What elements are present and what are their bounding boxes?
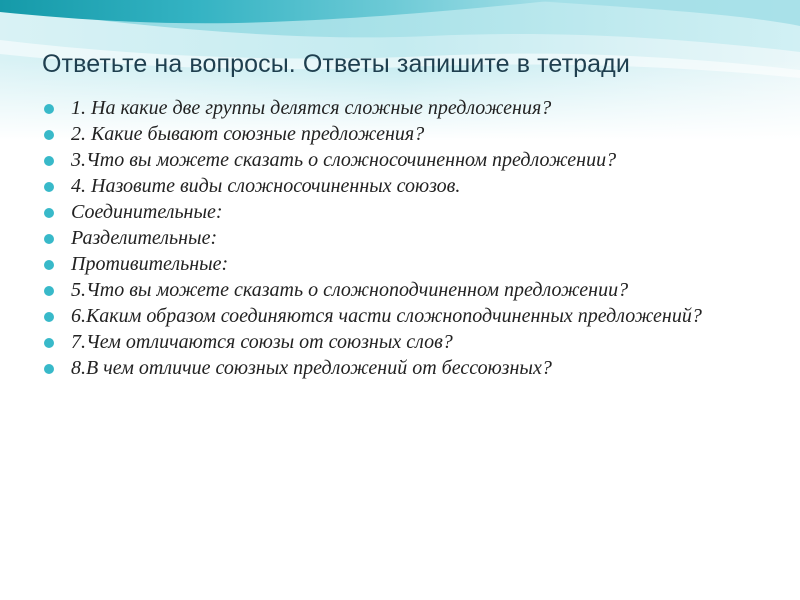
list-item-text: Противительные: — [71, 253, 229, 275]
list-item — [42, 98, 782, 120]
bullet-icon — [44, 312, 54, 322]
list-item-text: 8.В чем отличие союзных предложений от бессоюзных? — [71, 357, 552, 379]
list-item — [42, 280, 782, 302]
bullet-icon — [44, 364, 54, 374]
list-item-text: 4. Назовите виды сложносочиненных союзов. — [71, 175, 461, 197]
bullet-icon — [44, 338, 54, 348]
list-item — [42, 124, 782, 146]
bullet-icon — [44, 286, 54, 296]
list-item-text: 2. Какие бывают союзные предложения? — [71, 123, 425, 145]
list-item-text: 5.Что вы можете сказать о сложноподчиненном предложении? — [71, 279, 629, 301]
list-item-text: 3.Что вы можете сказать о сложносочиненном предложении? — [71, 149, 617, 171]
list-item — [42, 306, 782, 328]
list-item — [42, 150, 782, 172]
bullet-icon — [44, 234, 54, 244]
list-item-text: Разделительные: — [71, 227, 218, 249]
list-item-text: 1. На какие две группы делятся сложные предложения? — [71, 97, 552, 119]
list-item-text: Соединительные: — [71, 201, 223, 223]
list-item — [42, 254, 782, 276]
list-item — [42, 332, 782, 354]
list-item — [42, 358, 782, 380]
list-item-text: 6.Каким образом соединяются части сложноподчиненных предложений? — [71, 305, 702, 327]
list-item — [42, 202, 782, 224]
bullet-icon — [44, 208, 54, 218]
slide-title: Ответьте на вопросы. Ответы запишите в тетради — [42, 50, 630, 78]
question-list — [42, 98, 782, 384]
bullet-icon — [44, 104, 54, 114]
list-item — [42, 176, 782, 198]
bullet-icon — [44, 156, 54, 166]
bullet-icon — [44, 182, 54, 192]
bullet-icon — [44, 260, 54, 270]
list-item-text: 7.Чем отличаются союзы от союзных слов? — [71, 331, 453, 353]
list-item — [42, 228, 782, 250]
bullet-icon — [44, 130, 54, 140]
